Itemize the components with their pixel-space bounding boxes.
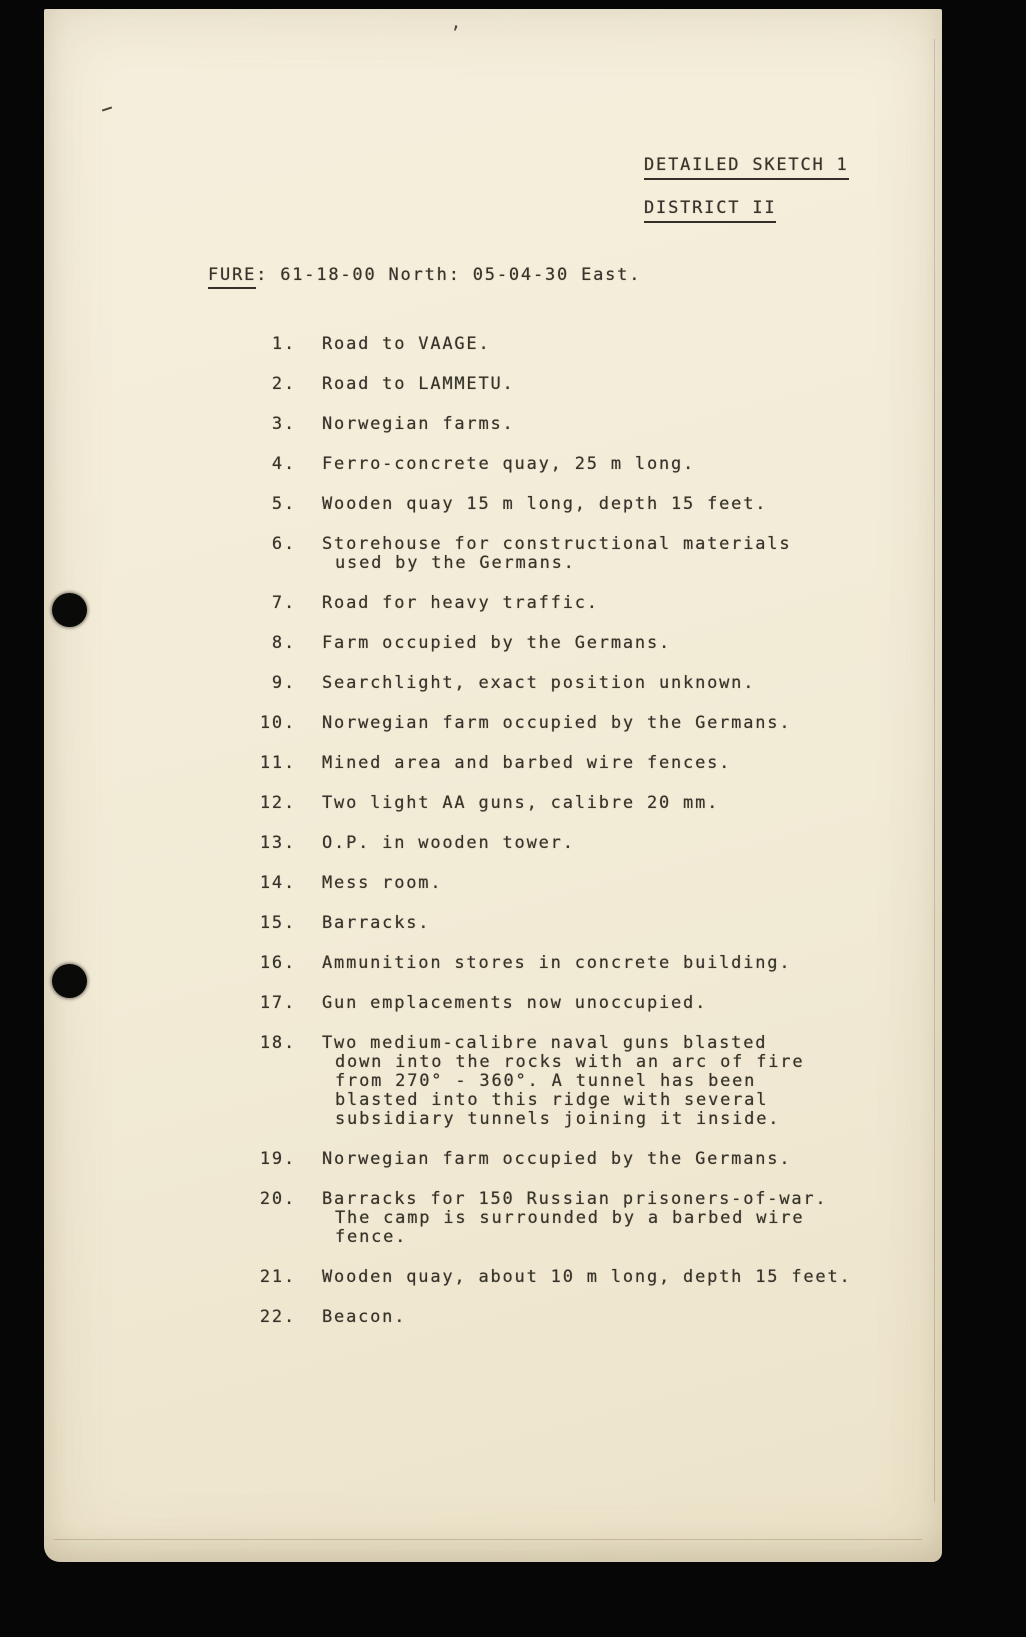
scan-artifact: ’ (450, 23, 461, 44)
paper-edge (54, 1539, 922, 1540)
item-text-line: Norwegian farm occupied by the Germans. (322, 1149, 792, 1169)
item-number: 18. (259, 1033, 296, 1053)
item-text-line: subsidiary tunnels joining it inside. (335, 1109, 781, 1129)
item-text-line: Two light AA guns, calibre 20 mm. (322, 793, 720, 813)
item-text-line: The camp is surrounded by a barbed wire (335, 1208, 805, 1228)
location-line (208, 265, 942, 285)
item-text-line: from 270° - 360°. A tunnel has been (335, 1071, 757, 1091)
item-text (322, 954, 791, 973)
item-number: 12. (259, 793, 296, 813)
list-item (210, 1308, 942, 1327)
item-number: 16. (259, 953, 296, 973)
item-text (322, 714, 791, 733)
item-number: 20. (259, 1189, 296, 1209)
item-text-line: Storehouse for constructional materials (322, 534, 792, 554)
item-text-line: Road to LAMMETU. (322, 374, 515, 394)
item-number: 6. (271, 534, 296, 554)
item-text-line: down into the rocks with an arc of fire (335, 1052, 805, 1072)
item-text-line: Ferro-concrete quay, 25 m long. (322, 454, 696, 474)
list-item (210, 994, 942, 1013)
list-item (210, 914, 942, 933)
list-item (210, 954, 942, 973)
item-number: 15. (259, 913, 296, 933)
item-text (322, 1190, 827, 1247)
item-number: 13. (259, 833, 296, 853)
list-item (210, 594, 942, 613)
document-title: DETAILED SKETCH 1 (644, 155, 849, 180)
list-item (210, 794, 942, 813)
item-number: 14. (259, 873, 296, 893)
item-text (322, 794, 719, 813)
item-text-line: Wooden quay 15 m long, depth 15 feet. (322, 494, 768, 514)
item-text-line: Road to VAAGE. (322, 334, 491, 354)
location-label: FURE (208, 265, 256, 289)
item-text-line: Barracks for 150 Russian prisoners-of-war. (322, 1189, 828, 1209)
list-item (210, 714, 942, 733)
list-item (210, 1268, 942, 1287)
list-item (210, 834, 942, 853)
location-coordinates: : 61-18-00 North: 05-04-30 East. (256, 265, 642, 285)
item-text-line: Wooden quay, about 10 m long, depth 15 feet. (322, 1267, 852, 1287)
item-text-line: Two medium-calibre naval guns blasted (322, 1033, 768, 1053)
item-text-line: blasted into this ridge with several (335, 1090, 769, 1110)
item-text (322, 754, 731, 773)
item-number: 3. (271, 414, 296, 434)
item-text-line: fence. (335, 1227, 408, 1247)
item-text-line: Road for heavy traffic. (322, 593, 599, 613)
item-text-line: O.P. in wooden tower. (322, 833, 575, 853)
list-item (210, 1034, 942, 1129)
item-text-line: Beacon. (322, 1307, 407, 1327)
item-number: 10. (259, 713, 296, 733)
item-number: 4. (271, 454, 296, 474)
item-number: 19. (259, 1149, 296, 1169)
item-text-line: used by the Germans. (335, 553, 576, 573)
item-number: 5. (271, 494, 296, 514)
item-number: 11. (259, 753, 296, 773)
item-text (322, 1034, 804, 1129)
item-text (322, 634, 671, 653)
item-text-line: Gun emplacements now unoccupied. (322, 993, 708, 1013)
item-text (322, 1150, 791, 1169)
item-number: 7. (271, 593, 296, 613)
list-item (210, 415, 942, 434)
item-number: 8. (271, 633, 296, 653)
item-number: 17. (259, 993, 296, 1013)
document-subtitle: DISTRICT II (644, 198, 776, 223)
list-item (210, 495, 942, 514)
item-text (322, 535, 791, 573)
item-text-line: Norwegian farms. (322, 414, 515, 434)
list-item (210, 455, 942, 474)
item-text (322, 674, 755, 693)
item-text-line: Mess room. (322, 873, 443, 893)
list-item (210, 375, 942, 394)
item-number: 1. (271, 334, 296, 354)
item-text (322, 874, 442, 893)
item-number: 21. (259, 1267, 296, 1287)
item-text (322, 495, 767, 514)
item-text-line: Searchlight, exact position unknown. (322, 673, 756, 693)
item-text (322, 994, 707, 1013)
item-number: 2. (271, 374, 296, 394)
item-number: 22. (259, 1307, 296, 1327)
list-item (210, 335, 942, 354)
item-text (322, 455, 695, 474)
item-text (322, 1268, 852, 1287)
item-text (322, 335, 491, 354)
item-list (44, 335, 942, 1327)
item-text (322, 914, 430, 933)
item-text-line: Barracks. (322, 913, 431, 933)
item-text-line: Ammunition stores in concrete building. (322, 953, 792, 973)
heading-block (644, 155, 942, 223)
list-item (210, 674, 942, 693)
item-text (322, 594, 599, 613)
item-text-line: Farm occupied by the Germans. (322, 633, 672, 653)
item-number: 9. (271, 673, 296, 693)
list-item (210, 634, 942, 653)
item-text (322, 1308, 406, 1327)
item-text (322, 415, 515, 434)
list-item (210, 1150, 942, 1169)
item-text (322, 834, 575, 853)
item-text-line: Norwegian farm occupied by the Germans. (322, 713, 792, 733)
list-item (210, 874, 942, 893)
paper (44, 9, 942, 1562)
list-item (210, 754, 942, 773)
list-item (210, 1190, 942, 1247)
item-text (322, 375, 515, 394)
document-content (44, 9, 942, 1327)
item-text-line: Mined area and barbed wire fences. (322, 753, 732, 773)
list-item (210, 535, 942, 573)
